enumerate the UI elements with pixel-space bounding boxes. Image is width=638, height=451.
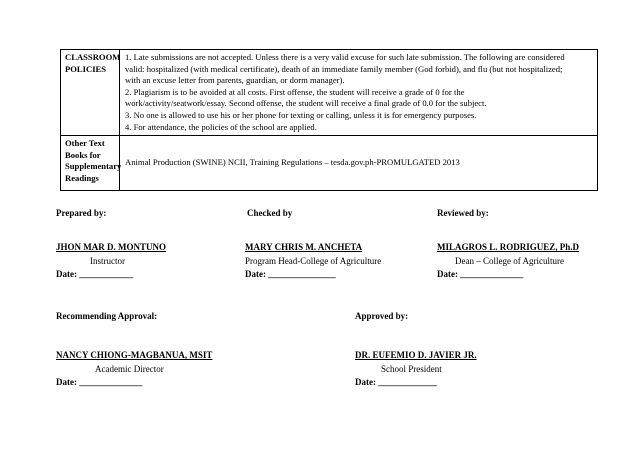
reviewed-by-date: Date: ______________	[437, 269, 524, 279]
recommending-approval-name: NANCY CHIONG-MAGBANUA, MSIT	[56, 350, 213, 360]
approved-by-name: DR. EUFEMIO D. JAVIER JR.	[355, 350, 477, 360]
prepared-by-date: Date: ____________	[56, 269, 134, 279]
reviewed-by-name: MILAGROS L. RODRIGUEZ, Ph.D	[437, 242, 580, 252]
recommending-approval-label: Recommending Approval:	[56, 311, 158, 321]
reviewed-by-label: Reviewed by:	[437, 208, 489, 218]
policy-line: 3. No one is allowed to use his or her phone for texting or calling, unless it is for emergency purposes.	[125, 109, 477, 120]
reviewed-by-role: Dean – College of Agriculture	[455, 256, 564, 266]
prepared-by-label: Prepared by:	[56, 208, 107, 218]
classroom-policies-text	[120, 50, 598, 136]
approved-by-label: Approved by:	[355, 311, 409, 321]
prepared-by-name: JHON MAR D. MONTUNO	[56, 242, 166, 252]
policy-line: 4. For attendance, the policies of the school are applied.	[125, 121, 317, 132]
recommending-approval-date: Date: ______________	[56, 377, 143, 387]
policy-line: valid: hospitalized (with medical certificate), death of an immediate family member (God forbid), and flu (but not hospitalized;	[125, 63, 563, 74]
approved-by-role: School President	[381, 364, 442, 374]
classroom-policies-heading: CLASSROOM POLICIES	[61, 50, 120, 136]
policy-line: with an excuse letter from parents, guardian, or dorm manager).	[125, 75, 345, 86]
classroom-policies-row	[61, 50, 598, 136]
supplementary-readings-heading: Other Text Books for Supplementary Readings	[61, 136, 120, 191]
checked-by-label: Checked by	[247, 208, 293, 218]
supplementary-readings-text: Animal Production (SWINE) NCII, Training Regulations – tesda.gov.ph-PROMULGATED 2013	[120, 136, 598, 191]
policy-line: 2. Plagiarism is to be avoided at all costs. First offense, the student will receive a grade of 0 for the	[125, 86, 465, 97]
recommending-approval-role: Academic Director	[95, 364, 164, 374]
policy-line: 1. Late submissions are not accepted. Unless there is a very valid excuse for such late submission. The following are considered	[125, 52, 565, 62]
checked-by-name: MARY CHRIS M. ANCHETA	[245, 242, 363, 252]
supplementary-readings-row	[61, 136, 598, 191]
approved-by-date: Date: _____________	[355, 377, 437, 387]
checked-by-date: Date: _______________	[245, 269, 336, 279]
prepared-by-role: Instructor	[90, 256, 125, 266]
course-policy-table	[60, 49, 598, 191]
policy-line: work/activity/seatwork/essay. Second offense, the student will receive a final grade of 0.0 for the subject.	[125, 98, 487, 109]
checked-by-role: Program Head-College of Agriculture	[245, 256, 382, 266]
